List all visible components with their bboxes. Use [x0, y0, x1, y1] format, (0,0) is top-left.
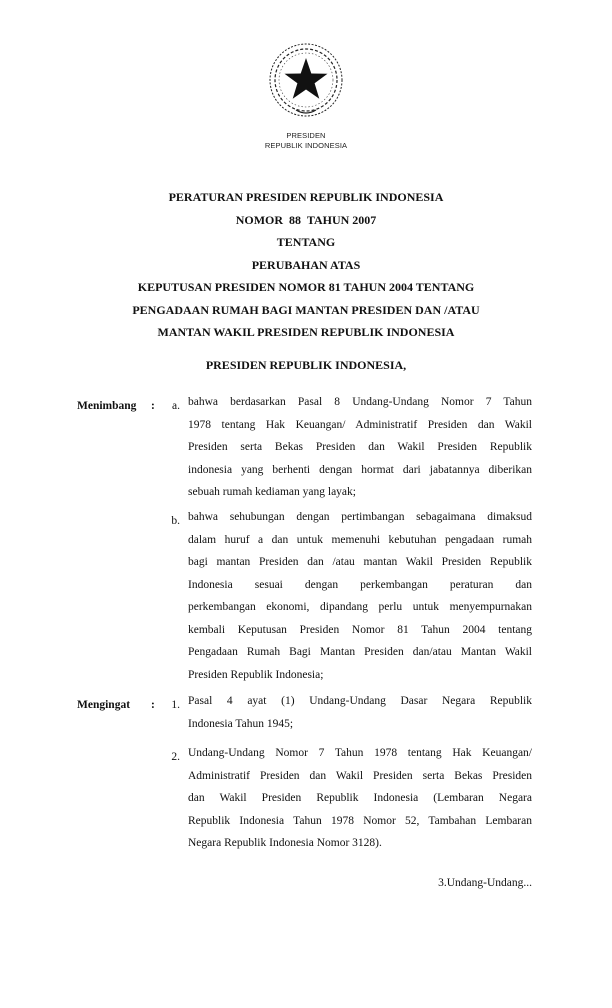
- text-line: perkembangan ekonomi, dipandang perlu untuk menyempurnakan: [188, 601, 532, 613]
- menimbang-label: Menimbang: [77, 400, 137, 412]
- mengingat-item-2: [188, 742, 532, 855]
- letterhead-caption-line1: PRESIDEN: [286, 131, 326, 140]
- text-line: indonesia yang berhenti dengan hormat dari jabatannya diberikan: [188, 463, 532, 476]
- text-line: bagi mantan Presiden dan /atau mantan Wakil Presiden Republik: [188, 556, 532, 568]
- mengingat-label: Mengingat: [77, 699, 131, 711]
- text-line: Indonesia Tahun 1945;: [188, 717, 294, 730]
- star-in-wreath-emblem-icon: [266, 40, 346, 120]
- text-line: Presiden serta Bekas Presiden dan Wakil Presiden Republik: [188, 441, 532, 453]
- page-continuation-marker: 3.Undang-Undang...: [438, 877, 532, 889]
- text-line: Indonesia sesuai dengan perkembangan peraturan dan: [188, 578, 532, 591]
- title-line: TENTANG: [276, 235, 336, 249]
- letterhead-caption-line2: REPUBLIK INDONESIA: [264, 141, 348, 150]
- menimbang-item-b: [188, 506, 532, 686]
- document-title: [0, 186, 612, 344]
- text-line: dalam huruf a dan untuk memenuhi kebutuhan pengadaan rumah: [188, 533, 532, 546]
- title-line: PERATURAN PRESIDEN REPUBLIK INDONESIA: [168, 190, 444, 204]
- text-line: Administratif Presiden dan Wakil Presiden serta Bekas Presiden: [188, 769, 532, 782]
- mengingat-colon: :: [151, 699, 155, 711]
- text-line: bahwa sehubungan dengan pertimbangan sebagaimana dimaksud: [188, 511, 532, 523]
- text-line: dan Wakil Presiden Republik Indonesia (Lembaran Negara: [188, 792, 532, 804]
- title-line: MANTAN WAKIL PRESIDEN REPUBLIK INDONESIA: [157, 325, 455, 339]
- text-line: Republik Indonesia Tahun 1978 Nomor 52, Tambahan Lembaran: [188, 814, 532, 827]
- item-marker-1: 1.: [171, 699, 180, 711]
- title-line: NOMOR 88 TAHUN 2007: [235, 212, 377, 227]
- preamble: PRESIDEN REPUBLIK INDONESIA,: [205, 358, 407, 372]
- title-line: KEPUTUSAN PRESIDEN NOMOR 81 TAHUN 2004 TENTANG: [137, 280, 475, 294]
- mengingat-item-1: [188, 690, 532, 735]
- title-line: PENGADAAN RUMAH BAGI MANTAN PRESIDEN DAN /ATAU: [132, 302, 480, 317]
- text-line: Undang-Undang Nomor 7 Tahun 1978 tentang Hak Keuangan/: [188, 747, 532, 759]
- text-line: bahwa berdasarkan Pasal 8 Undang-Undang Nomor 7 Tahun: [188, 396, 532, 408]
- item-marker-2: 2.: [171, 751, 180, 763]
- text-line: Presiden Republik Indonesia;: [188, 668, 324, 681]
- text-line: 1978 tentang Hak Keuangan/ Administratif Presiden dan Wakil: [188, 418, 532, 431]
- menimbang-colon: :: [151, 400, 155, 412]
- menimbang-item-a: [188, 391, 532, 504]
- item-marker-b: b.: [171, 515, 180, 527]
- item-marker-a: a.: [172, 400, 180, 412]
- text-line: sebuah rumah kediaman yang layak;: [188, 486, 356, 498]
- text-line: kembali Keputusan Presiden Nomor 81 Tahun 2004 tentang: [188, 623, 532, 636]
- text-line: Pasal 4 ayat (1) Undang-Undang Dasar Negara Republik: [188, 695, 532, 707]
- text-line: Pengadaan Rumah Bagi Mantan Presiden dan/atau Mantan Wakil: [188, 646, 532, 658]
- title-line: PERUBAHAN ATAS: [251, 257, 361, 272]
- text-line: Negara Republik Indonesia Nomor 3128).: [188, 837, 382, 849]
